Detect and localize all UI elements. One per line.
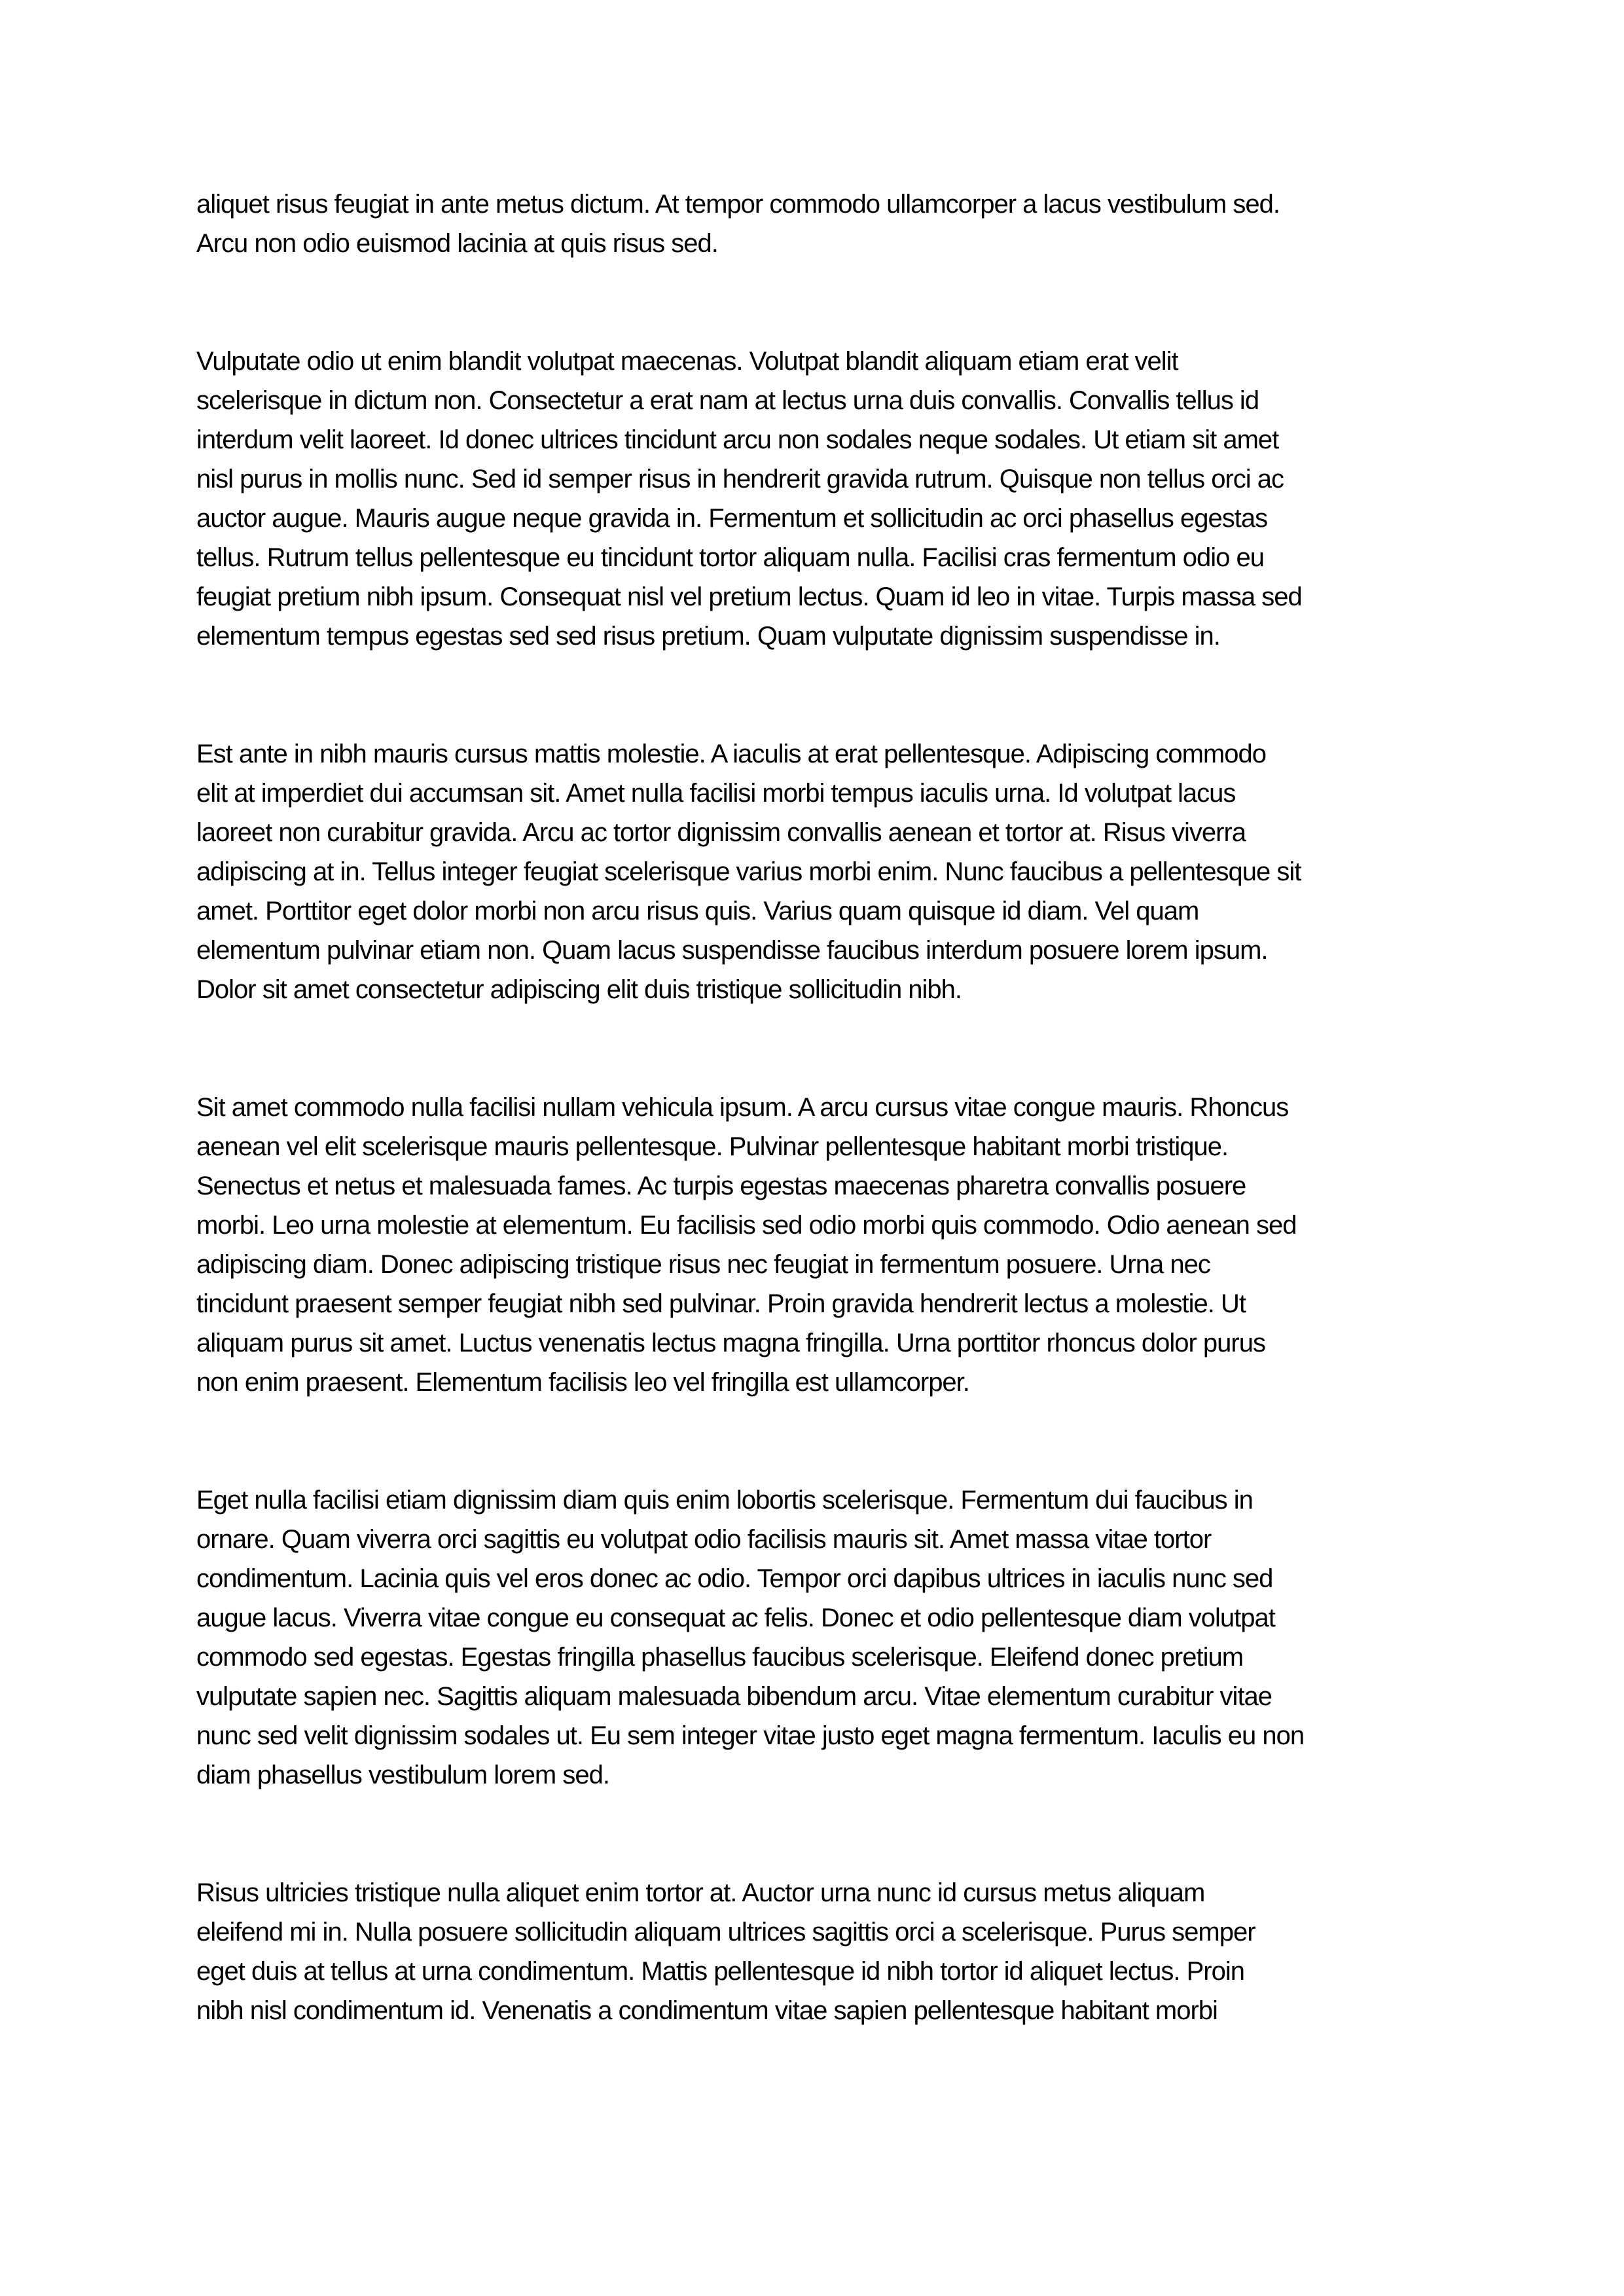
text-line: tincidunt praesent semper feugiat nibh sed pulvinar. Proin gravida hendrerit lectus a molestie. Ut [196, 1289, 1246, 1318]
text-line: scelerisque in dictum non. Consectetur a erat nam at lectus urna duis convallis. Convallis tellus id [196, 386, 1259, 415]
text-line: feugiat pretium nibh ipsum. Consequat nisl vel pretium lectus. Quam id leo in vitae. Turpis massa sed [196, 583, 1302, 611]
document-body [196, 185, 1434, 2030]
text-line: condimentum. Lacinia quis vel eros donec ac odio. Tempor orci dapibus ultrices in iaculis nunc sed [196, 1564, 1273, 1593]
text-line: Arcu non odio euismod lacinia at quis risus sed. [196, 229, 718, 258]
text-line: Dolor sit amet consectetur adipiscing elit duis tristique sollicitudin nibh. [196, 975, 962, 1004]
text-line: tellus. Rutrum tellus pellentesque eu tincidunt tortor aliquam nulla. Facilisi cras fermentum odio eu [196, 543, 1264, 572]
text-line: eget duis at tellus at urna condimentum. Mattis pellentesque id nibh tortor id aliquet lectus. Proin [196, 1957, 1244, 1986]
text-line: Eget nulla facilisi etiam dignissim diam quis enim lobortis scelerisque. Fermentum dui faucibus in [196, 1486, 1253, 1515]
text-line: eleifend mi in. Nulla posuere sollicitudin aliquam ultrices sagittis orci a scelerisque. Purus semper [196, 1918, 1255, 1946]
text-line: Sit amet commodo nulla facilisi nullam vehicula ipsum. A arcu cursus vitae congue mauris. Rhoncus [196, 1093, 1289, 1122]
paragraph [196, 1480, 1434, 1795]
paragraph [196, 185, 1434, 263]
text-line: Est ante in nibh mauris cursus mattis molestie. A iaculis at erat pellentesque. Adipiscing commodo [196, 740, 1266, 768]
text-line: aliquet risus feugiat in ante metus dictum. At tempor commodo ullamcorper a lacus vestibulum sed. [196, 190, 1280, 219]
text-line: nibh nisl condimentum id. Venenatis a condimentum vitae sapien pellentesque habitant morbi [196, 1996, 1218, 2025]
text-line: interdum velit laoreet. Id donec ultrices tincidunt arcu non sodales neque sodales. Ut etiam sit amet [196, 425, 1279, 454]
text-line: diam phasellus vestibulum lorem sed. [196, 1761, 609, 1789]
text-line: adipiscing at in. Tellus integer feugiat scelerisque varius morbi enim. Nunc faucibus a pellentesque sit [196, 857, 1301, 886]
text-line: non enim praesent. Elementum facilisis leo vel fringilla est ullamcorper. [196, 1368, 969, 1397]
text-line: amet. Porttitor eget dolor morbi non arcu risus quis. Varius quam quisque id diam. Vel quam [196, 897, 1199, 925]
paragraph [196, 1873, 1434, 2030]
text-line: augue lacus. Viverra vitae congue eu consequat ac felis. Donec et odio pellentesque diam volutpat [196, 1604, 1275, 1632]
text-line: Risus ultricies tristique nulla aliquet enim tortor at. Auctor urna nunc id cursus metus aliquam [196, 1878, 1205, 1907]
text-line: elit at imperdiet dui accumsan sit. Amet nulla facilisi morbi tempus iaculis urna. Id volutpat lacus [196, 779, 1236, 808]
paragraph [196, 1088, 1434, 1402]
text-line: ornare. Quam viverra orci sagittis eu volutpat odio facilisis mauris sit. Amet massa vitae tortor [196, 1525, 1212, 1554]
text-line: nisl purus in mollis nunc. Sed id semper risus in hendrerit gravida rutrum. Quisque non tellus orci ac [196, 465, 1284, 493]
paragraph [196, 734, 1434, 1009]
paragraph [196, 342, 1434, 656]
text-line: commodo sed egestas. Egestas fringilla phasellus faucibus scelerisque. Eleifend donec pretium [196, 1643, 1244, 1672]
text-line: Vulputate odio ut enim blandit volutpat maecenas. Volutpat blandit aliquam etiam erat velit [196, 347, 1178, 376]
text-line: auctor augue. Mauris augue neque gravida in. Fermentum et sollicitudin ac orci phasellus egestas [196, 504, 1268, 533]
text-line: elementum pulvinar etiam non. Quam lacus suspendisse faucibus interdum posuere lorem ipsum. [196, 936, 1268, 965]
text-line: aenean vel elit scelerisque mauris pellentesque. Pulvinar pellentesque habitant morbi tristique. [196, 1132, 1229, 1161]
text-line: laoreet non curabitur gravida. Arcu ac tortor dignissim convallis aenean et tortor at. Risus viverra [196, 818, 1246, 847]
text-line: vulputate sapien nec. Sagittis aliquam malesuada bibendum arcu. Vitae elementum curabitur vitae [196, 1682, 1272, 1711]
text-line: nunc sed velit dignissim sodales ut. Eu sem integer vitae justo eget magna fermentum. Iaculis eu non [196, 1721, 1305, 1750]
text-line: Senectus et netus et malesuada fames. Ac turpis egestas maecenas pharetra convallis posuere [196, 1172, 1246, 1200]
text-line: morbi. Leo urna molestie at elementum. Eu facilisis sed odio morbi quis commodo. Odio aenean sed [196, 1211, 1297, 1240]
text-line: aliquam purus sit amet. Luctus venenatis lectus magna fringilla. Urna porttitor rhoncus dolor purus [196, 1329, 1265, 1357]
text-line: adipiscing diam. Donec adipiscing tristique risus nec feugiat in fermentum posuere. Urna nec [196, 1250, 1210, 1279]
text-line: elementum tempus egestas sed sed risus pretium. Quam vulputate dignissim suspendisse in. [196, 622, 1220, 651]
